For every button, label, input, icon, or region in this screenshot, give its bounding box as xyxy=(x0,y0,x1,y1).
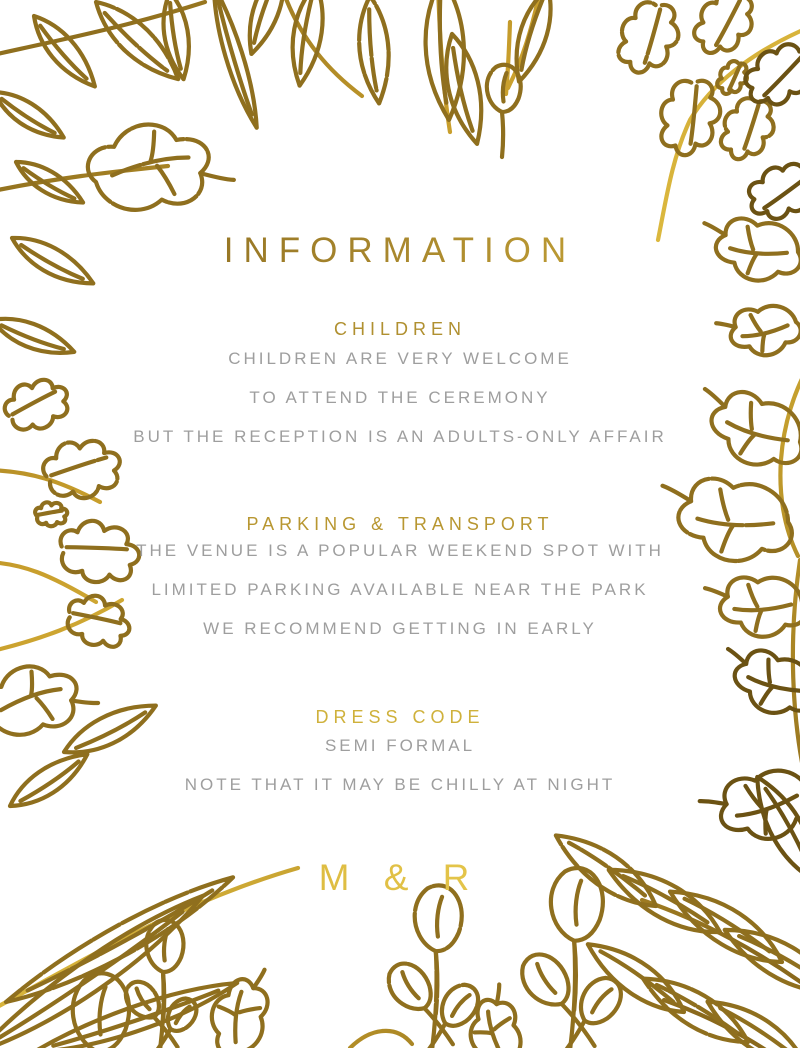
page-title: INFORMATION xyxy=(0,233,800,268)
body-line: TO ATTEND THE CEREMONY xyxy=(249,388,551,407)
section-heading-parking-transport: PARKING & TRANSPORT xyxy=(246,513,554,534)
body-line: CHILDREN ARE VERY WELCOME xyxy=(228,349,572,368)
body-line: WE RECOMMEND GETTING IN EARLY xyxy=(203,619,597,638)
body-line: THE VENUE IS A POPULAR WEEKEND SPOT WITH xyxy=(136,541,664,560)
body-line: BUT THE RECEPTION IS AN ADULTS-ONLY AFFAIR xyxy=(133,427,667,446)
section-heading-dress-code: DRESS CODE xyxy=(315,706,485,727)
body-line: NOTE THAT IT MAY BE CHILLY AT NIGHT xyxy=(184,775,616,794)
section-body-children xyxy=(0,339,800,456)
section-body-dress-code xyxy=(0,726,800,804)
section-body-parking-transport xyxy=(0,531,800,648)
body-line: LIMITED PARKING AVAILABLE NEAR THE PARK xyxy=(151,580,649,599)
section-heading-children: CHILDREN xyxy=(333,318,466,339)
body-line: SEMI FORMAL xyxy=(324,736,476,755)
couple-monogram: M & R xyxy=(0,858,800,898)
